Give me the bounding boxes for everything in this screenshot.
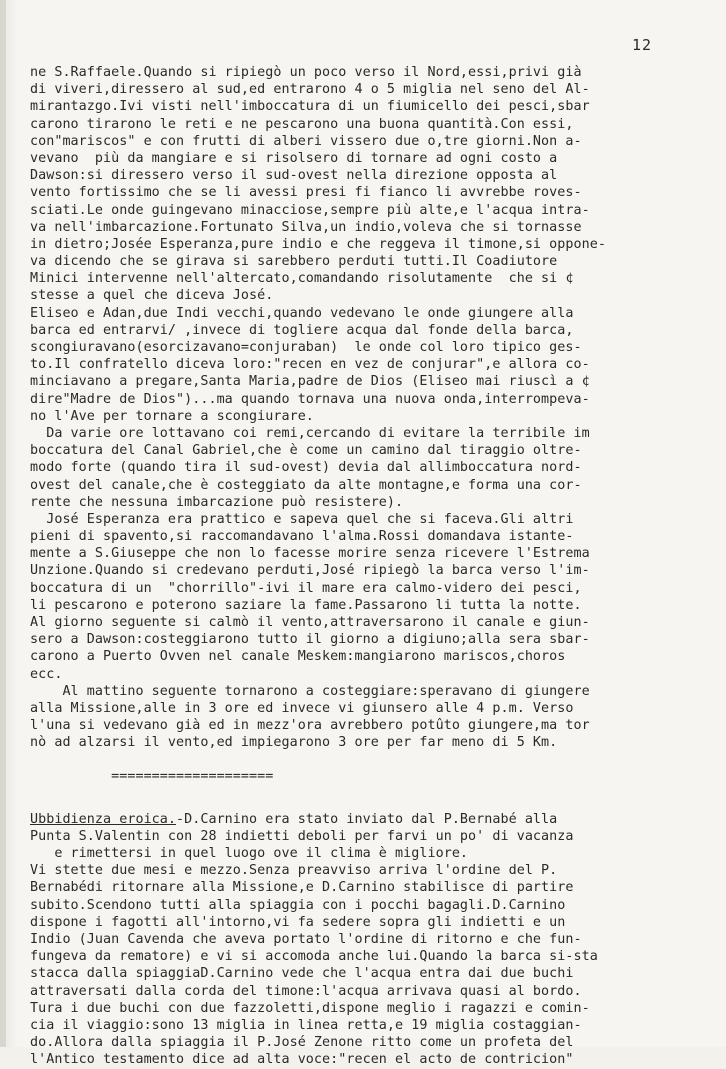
text-line: con"mariscos" e con frutti di alberi vissero due o,tre giorni.Non a- — [30, 133, 582, 149]
section-heading-line — [30, 811, 690, 828]
text-line: to.Il confratello diceva loro:"recen en vez de conjurar",e allora co- — [30, 357, 590, 373]
text-line: do.Allora dalla spiaggia il P.José Zenone ritto come un profeta del — [30, 1035, 574, 1051]
text-line: Da varie ore lottavano coi remi,cercando di evitare la terribile im — [30, 425, 590, 441]
text-line: attraversati dalla corda del timone:l'acqua arrivava quasi al bordo. — [30, 983, 582, 999]
text-line: rente che nessuna imbarcazione può resistere). — [30, 494, 404, 510]
text-line: modo forte (quando tira il sud-ovest) devia dal allimboccatura nord- — [30, 460, 582, 476]
text-line: mente a S.Giuseppe che non lo facesse morire senza ricevere l'Estrema — [30, 546, 590, 562]
document-body — [30, 64, 690, 1069]
text-line: ecc. — [30, 666, 63, 682]
text-line: pieni di spavento,si raccomandavano l'alma.Rossi domandava istante- — [30, 529, 574, 545]
text-line: barca ed entrarvi/ ,invece di togliere acqua dal fonde della barca, — [30, 322, 574, 338]
text-line: boccatura di un "chorrillo"-ivi il mare era calmo-videro dei pesci, — [30, 580, 582, 596]
text-line: fungeva da rematore) e vi si accomoda anche lui.Quando la barca si-sta — [30, 949, 598, 965]
text-line: Vi stette due mesi e mezzo.Senza preavviso arriva l'ordine del P. — [30, 863, 558, 879]
page-edge-shadow — [0, 0, 6, 1047]
text-line: Minici intervenne nell'altercato,comandando risolutamente che si ¢ — [30, 271, 574, 287]
text-line: dire"Madre de Dios")...ma quando tornava una nuova onda,interrompeva- — [30, 391, 590, 407]
text-line: vevano più da mangiare e si risolsero di tornare ad ogni costo a — [30, 150, 558, 166]
text-line: e rimettersi in quel luogo ove il clima è migliore. — [30, 846, 469, 862]
text-line: nò ad alzarsi il vento,ed impiegarono 3 ore per far meno di 5 Km. — [30, 735, 558, 751]
text-line: va nell'imbarcazione.Fortunato Silva,un indio,voleva che si tornasse — [30, 219, 582, 235]
text-line: vento fortissimo che se li avessi presi fi fianco li avvrebbe roves- — [30, 185, 582, 201]
text-line: subito.Scendono tutti alla spiaggia con i pocchi bagagli.D.Carnino — [30, 897, 566, 913]
text-line: carono tirarono le reti e ne pescarono una buona quantità.Con essi, — [30, 116, 574, 132]
text-line: scongiuravano(esorcizavano=conjuraban) le onde col loro tipico ges- — [30, 340, 582, 355]
narrative-section — [30, 64, 690, 752]
section-separator: ==================== — [30, 768, 274, 784]
text-line: Tura i due buchi con due fazzoletti,dispone meglio i ragazzi e comin- — [30, 1000, 590, 1016]
text-line: Bernabédi ritornare alla Missione,e D.Carnino stabilisce di partire — [30, 880, 574, 896]
page-number: 12 — [631, 36, 652, 54]
text-line: ovest del canale,che è costeggiato da alte montagne,e forma una cor- — [30, 477, 582, 493]
text-line: no l'Ave per tornare a scongiurare. — [30, 408, 314, 424]
text-line: Al mattino seguente tornarono a costeggiare:speravano di giungere — [30, 683, 590, 699]
text-line: mirantazgo.Ivi visti nell'imboccatura di un fiumicello dei pesci,sbar — [30, 99, 590, 115]
text-line: Indio (Juan Cavenda che aveva portato l'ordine di ritorno e che fun- — [30, 932, 582, 947]
text-line: l'una si vedevano già ed in mezz'ora avrebbero potûto giungere,ma tor — [30, 718, 590, 734]
text-line: l'Antico testamento dice ad alta voce:"recen el acto de contricion" — [30, 1052, 574, 1068]
text-line: Dawson:si diressero verso il sud-ovest nella direzione opposta al — [30, 168, 558, 184]
text-line: sero a Dawson:costeggiarono tutto il giorno a digiuno;alla sera sbar- — [30, 632, 590, 648]
text-line: Punta S.Valentin con 28 indietti deboli per farvi un po' di vacanza — [30, 828, 574, 844]
text-line: stacca dalla spiaggiaD.Carnino vede che l'acqua entra dai due buchi — [30, 966, 574, 982]
text-line: cia il viaggio:sono 13 miglia in linea retta,e 19 miglia costaggian- — [30, 1017, 582, 1033]
text-line: sciati.Le onde guingevano minacciose,sempre più alte,e l'acqua intra- — [30, 202, 590, 218]
text-line: boccatura del Canal Gabriel,che è come un camino dal tiraggio oltre- — [30, 443, 582, 459]
text-line: minciavano a pregare,Santa Maria,padre de Dios (Eliseo mai riuscì a ¢ — [30, 374, 590, 390]
text-line: alla Missione,alle in 3 ore ed invece vi giunsero alle 4 p.m. Verso — [30, 700, 574, 716]
section-heading: Ubbidienza eroica. — [30, 811, 177, 827]
section-heading-rest: -D.Carnino era stato inviato dal P.Bernabé alla — [176, 811, 558, 827]
text-line: ne S.Raffaele.Quando si ripiegò un poco verso il Nord,essi,privi già — [30, 65, 582, 80]
text-line: José Esperanza era prattico e sapeva quel che si faceva.Gli altri — [30, 511, 574, 527]
text-line: stesse a quel che diceva José. — [30, 288, 274, 304]
heroic-obedience-section — [30, 811, 690, 1069]
text-line: va dicendo che se girava si sarebbero perduti tutti.Il Coadiutore — [30, 254, 558, 270]
text-line: Unzione.Quando si credevano perduti,José ripiegò la barca verso l'im- — [30, 563, 590, 579]
text-line: di viveri,diressero al sud,ed entrarono 4 o 5 miglia nel seno del Al- — [30, 82, 590, 98]
text-line: carono a Puerto Ovven nel canale Meskem:mangiarono mariscos,choros — [30, 649, 566, 665]
text-line: in dietro;Josée Esperanza,pure indio e che reggeva il timone,si oppone- — [30, 236, 606, 252]
text-line: dispone i fagotti all'intorno,vi fa sedere sopra gli indietti e un — [30, 914, 566, 930]
text-line: li pescarono e poterono saziare la fame.Passarono li tutta la notte. — [30, 597, 582, 613]
text-line: Eliseo e Adan,due Indi vecchi,quando vedevano le onde giungere alla — [30, 305, 574, 321]
text-line: Al giorno seguente si calmò il vento,attraversarono il canale e giun- — [30, 615, 590, 630]
